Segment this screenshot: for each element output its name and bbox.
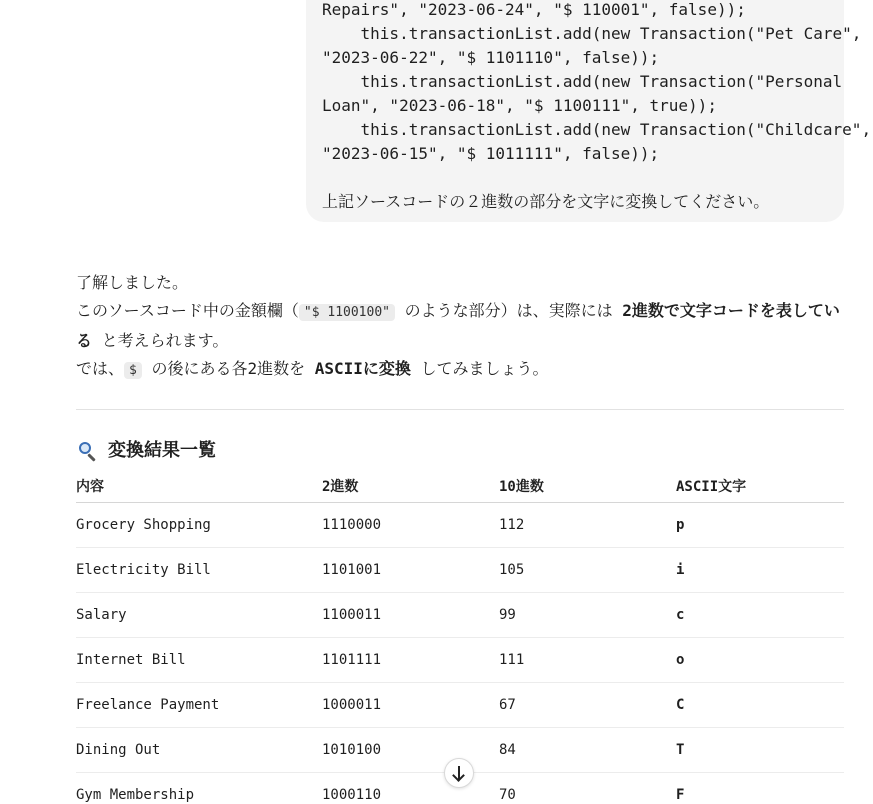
text: では、 (76, 359, 125, 378)
cell-binary: 1101111 (322, 638, 499, 683)
table-row (76, 548, 844, 593)
cell-ascii: C (676, 683, 844, 728)
magnifying-glass-icon (76, 440, 98, 462)
cell-ascii: T (676, 728, 844, 773)
user-message-bubble (306, 0, 872, 222)
cell-decimal: 112 (499, 503, 676, 548)
cell-ascii: i (676, 548, 844, 593)
cell-binary: 1101001 (322, 548, 499, 593)
blank-line (322, 166, 828, 190)
cell-content: Internet Bill (76, 638, 322, 683)
cell-binary: 1000110 (322, 773, 499, 804)
cell-content: Salary (76, 593, 322, 638)
cell-content: Freelance Payment (76, 683, 322, 728)
code-line: this.transactionList.add(new Transaction("Pet Care", (322, 24, 862, 43)
assistant-message (76, 269, 844, 385)
table-row (76, 503, 844, 548)
code-line: Loan", "2023-06-18", "$ 1100111", true)); (322, 96, 717, 115)
cell-decimal: 99 (499, 593, 676, 638)
text: してみましょう。 (410, 359, 549, 378)
cell-content: Dining Out (76, 728, 322, 773)
scroll-to-bottom-button[interactable] (444, 758, 474, 788)
table-row (76, 638, 844, 683)
cell-content: Electricity Bill (76, 548, 322, 593)
bold-text: ASCIIに変換 (314, 359, 411, 378)
column-header-content: 内容 (76, 470, 322, 503)
section-heading (76, 437, 216, 465)
code-line: "2023-06-22", "$ 1101110", false)); (322, 48, 660, 67)
assistant-ack: 了解しました。 (76, 273, 189, 292)
text: と考えられます。 (92, 331, 229, 350)
cell-binary: 1100011 (322, 593, 499, 638)
text: の後にある各2進数を (141, 359, 315, 378)
table-row (76, 683, 844, 728)
cell-ascii: p (676, 503, 844, 548)
cell-content: Gym Membership (76, 773, 322, 804)
assistant-paragraph-explanation (76, 297, 844, 355)
section-title: 変換結果一覧 (108, 440, 216, 461)
code-line: Repairs", "2023-06-24", "$ 110001", false)); (322, 0, 746, 19)
assistant-paragraph-instruction (76, 355, 844, 385)
cell-decimal: 105 (499, 548, 676, 593)
arrow-down-icon (452, 765, 466, 781)
column-header-ascii: ASCII文字 (676, 470, 844, 503)
conversion-table (76, 470, 844, 804)
section-divider (76, 409, 844, 410)
cell-binary: 1000011 (322, 683, 499, 728)
table-header-row (76, 470, 844, 503)
cell-binary: 1010100 (322, 728, 499, 773)
column-header-decimal: 10進数 (499, 470, 676, 503)
code-line: this.transactionList.add(new Transaction("Personal (322, 72, 843, 91)
text: のような部分）は、実際には (394, 301, 623, 320)
cell-ascii: c (676, 593, 844, 638)
column-header-binary: 2進数 (322, 470, 499, 503)
inline-code: $ (124, 362, 142, 379)
code-line: "2023-06-15", "$ 1011111", false)); (322, 144, 660, 163)
table-row (76, 593, 844, 638)
cell-decimal: 70 (499, 773, 676, 804)
code-line: this.transactionList.add(new Transaction("Childcare", (322, 120, 872, 139)
bold-text: 2進数で文字コードを表している (76, 301, 840, 350)
cell-decimal: 84 (499, 728, 676, 773)
cell-decimal: 111 (499, 638, 676, 683)
inline-code: "$ 1100100" (299, 304, 395, 321)
cell-ascii: o (676, 638, 844, 683)
cell-content: Grocery Shopping (76, 503, 322, 548)
cell-decimal: 67 (499, 683, 676, 728)
text: このソースコード中の金額欄（ (76, 301, 299, 320)
cell-binary: 1110000 (322, 503, 499, 548)
user-question: 上記ソースコードの２進数の部分を文字に変換してください。 (322, 192, 770, 211)
cell-ascii: F (676, 773, 844, 804)
